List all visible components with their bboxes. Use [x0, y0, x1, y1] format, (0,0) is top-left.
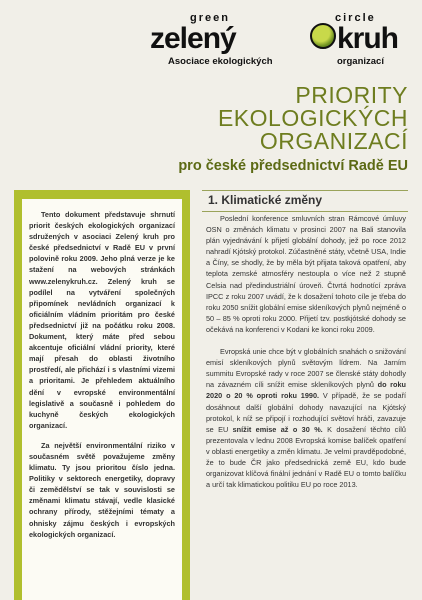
body-paragraph-1: Poslední konference smluvních stran Rámcové úmluvy OSN o změnách klimatu v prosinci 2007 na Bali stanovila plán vyjednávání k přijetí globální dohody, jež po roce 2012 nahradí Kjótský protokol. Zúčastněné státy, včetně USA, Indie a Číny, se shodly, že by měla být přijata taková opatření, aby teplota zemské atmosféry nestoupla o více než 2 stupně Celsia nad předindustriální úroveň. Čtvrtá hodnotící zpráva IPCC z roku 2007 uvádí, že k dosažení tohoto cíle je třeba do roku 2050 snížit globální emise skleníkových plynů nejméně o 50 – 85 % oproti roku 2000. Přijetí tzv. postkjótské dohody se očekává na konferenci v Kodani ke konci roku 2009.: [206, 214, 406, 334]
section-title: 1. Klimatické změny: [208, 193, 323, 207]
section-body: [206, 213, 406, 501]
body-highlight: snížit emise až o 30 %.: [232, 424, 323, 434]
intro-paragraph-2: Za největší environmentální riziko v současném světě považujeme změny klimatu. Ty jsou prioritou číslo jedna. Politiky v sektorech energetiky, dopravy či zemědělství se tak v souvislosti se změnami klimatu stávají, vedle klasické ochrany přírody, stěžejními tématy a ohnisky zájmu českých i evropských ekologických organizací.: [29, 440, 175, 539]
body-text: V případě, že se podaří dosáhnout další globální dohody navazující na Kjótský protokol, k níž se připojí i rozhodující světoví hráči, zavazuje se EU: [206, 391, 406, 434]
intro-text-panel: [22, 199, 182, 600]
section-header: [202, 190, 408, 212]
logo-subtitle-right: organizací: [337, 56, 384, 67]
globe-icon: [310, 23, 336, 49]
body-text: Evropská unie chce být v globálních snahách o snižování emisí skleníkových plynů světovým lídrem. Na Jarním summitu Evropské rady v roce 2007 se členské státy dohodly na závazném cíli snížit emise skleníkových plynů: [206, 347, 406, 390]
title-line-2: EKOLOGICKÝCH: [217, 105, 408, 131]
logo-brand-right: kruh: [337, 22, 399, 55]
intro-paragraph-1: Tento dokument představuje shrnutí priorit českých ekologických organizací sdružených v asociaci Zelený kruh pro české předsednictví v Radě EU v první polovině roku 2009. Jeho plná verze je ke stažení na webových stránkách www.zelenykruh.cz. Zelený kruh se podílel na vytváření společných připomínek nevládních organizací k oficiálním vládním prioritám pro české předsednictví již na počátku roku 2008. Dokument, který máte před sebou akcentuje oficiální vládní priority, které mají přesah do oblasti životního prostředí, ale přichází i s vlastními vizemi a prioritami. Je přehledem aktuálního dění v evropské environmentální legislativě a současně i pohledem do kuchyně českých ekologických organizací.: [29, 210, 175, 430]
title-line-1: PRIORITY: [295, 82, 408, 108]
body-highlight: do roku 2020 o 20 % oproti roku 1990.: [206, 380, 406, 401]
intro-sidebar: [14, 190, 190, 600]
logo-circle-text: circle: [335, 12, 376, 24]
title-line-3: ORGANIZACÍ: [259, 128, 408, 154]
zeleny-kruh-logo: [150, 8, 412, 70]
body-paragraph-2: [206, 346, 406, 490]
body-text: K dosažení těchto cílů prezentovala v lednu 2008 Evropská komise balíček opatření v oblasti energetiky a změn klimatu. Je velmi pravděpodobné, že to bude ČR jako předsednická země EU, kdo bude organizovat klíčová finální jednání v Radě EU o tomto balíčku a určí tak klimatickou politiku EU po roce 2013.: [206, 424, 406, 490]
page-subtitle: pro české předsednictví Radě EU: [178, 158, 408, 174]
logo-subtitle-left: Asociace ekologických: [168, 56, 273, 67]
logo-brand-left: zelený: [150, 22, 236, 55]
page-title: [108, 84, 408, 153]
logo-green-text: green: [190, 12, 230, 24]
